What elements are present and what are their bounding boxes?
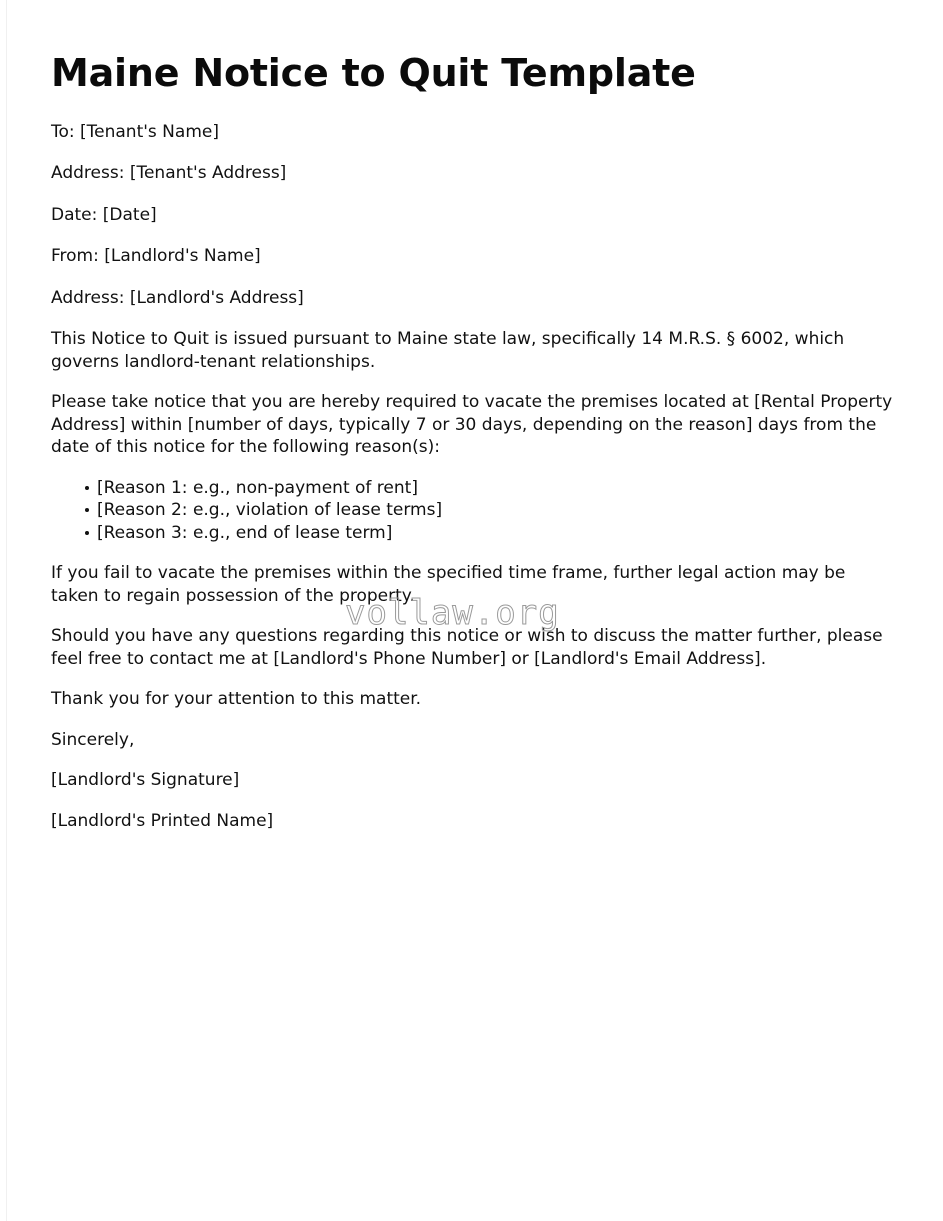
vacate-notice-paragraph: Please take notice that you are hereby required to vacate the premises located at [Rental Property Address] within [number of days, typically 7 or 30 days, depending on the reason] days from the date of this notice for the following reason(s): — [51, 392, 893, 458]
site-watermark: vollaw.org — [345, 593, 560, 633]
list-item: [Reason 2: e.g., violation of lease terms] — [51, 499, 898, 522]
sign-off-line: Sincerely, — [51, 729, 135, 750]
sender-address-line: Address: [Landlord's Address] — [51, 287, 304, 308]
reasons-list — [51, 477, 898, 545]
consequence-paragraph: If you fail to vacate the premises within the specified time frame, further legal action may be taken to regain possession of the property. — [51, 563, 846, 606]
printed-name-placeholder: [Landlord's Printed Name] — [51, 810, 274, 831]
statute-paragraph: This Notice to Quit is issued pursuant to Maine state law, specifically 14 M.R.S. § 6002, which governs landlord-tenant relationships. — [51, 329, 845, 372]
date-line: Date: [Date] — [51, 204, 157, 225]
sender-name-line: From: [Landlord's Name] — [51, 246, 261, 267]
list-item: [Reason 1: e.g., non-payment of rent] — [51, 477, 898, 500]
list-item: [Reason 3: e.g., end of lease term] — [51, 522, 898, 545]
recipient-address-line: Address: [Tenant's Address] — [51, 163, 287, 184]
page-title: Maine Notice to Quit Template — [51, 51, 696, 95]
thanks-line: Thank you for your attention to this matter. — [51, 689, 422, 710]
signature-placeholder: [Landlord's Signature] — [51, 770, 240, 791]
recipient-name-line: To: [Tenant's Name] — [51, 121, 219, 142]
contact-paragraph: Should you have any questions regarding this notice or wish to discuss the matter further, please feel free to contact me at [Landlord's Phone Number] or [Landlord's Email Address]. — [51, 626, 883, 669]
